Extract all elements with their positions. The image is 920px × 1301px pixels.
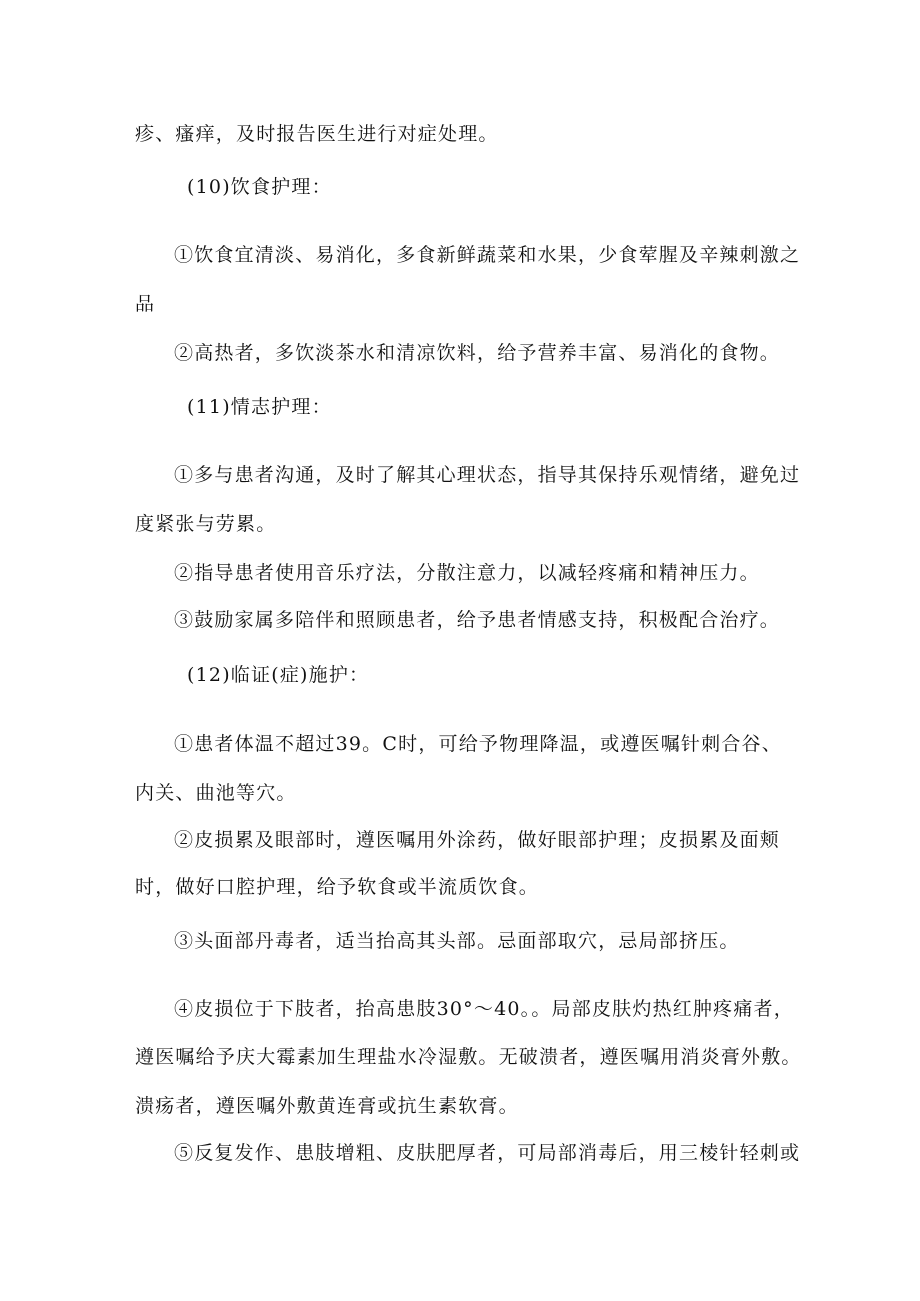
text-line: ②指导患者使用音乐疗法，分散注意力，以减轻疼痛和精神压力。: [174, 562, 760, 584]
text-line: ②高热者，多饮淡茶水和清凉饮料，给予营养丰富、易消化的食物。: [174, 342, 781, 364]
text-line: ①饮食宜清淡、易消化，多食新鲜蔬菜和水果，少食荤腥及辛辣刺激之: [174, 244, 801, 266]
text-line: 品: [135, 293, 156, 315]
section-heading: (10)饮食护理：: [187, 176, 332, 198]
section-heading: (11)情志护理：: [187, 396, 332, 418]
text-line: ④皮损位于下肢者，抬高患肢30°～40。。局部皮肤灼热红肿疼痛者，: [174, 998, 794, 1020]
text-line: 溃疡者，遵医嘱外敷黄连膏或抗生素软膏。: [135, 1095, 519, 1117]
text-line: 度紧张与劳累。: [135, 513, 277, 535]
text-line: ⑤反复发作、患肢增粗、皮肤肥厚者，可局部消毒后，用三棱针轻刺或: [174, 1142, 801, 1164]
text-line: ③头面部丹毒者，适当抬高其头部。忌面部取穴，忌局部挤压。: [174, 930, 740, 952]
text-line: 内关、曲池等穴。: [135, 782, 297, 804]
text-line: 遵医嘱给予庆大霉素加生理盐水冷湿敷。无破溃者，遵医嘱用消炎膏外敷。: [135, 1046, 802, 1068]
text-line: 时，做好口腔护理，给予软食或半流质饮食。: [135, 876, 540, 898]
text-line: ②皮损累及眼部时，遵医嘱用外涂药，做好眼部护理；皮损累及面颊: [174, 829, 781, 851]
text-line: ①多与患者沟通，及时了解其心理状态，指导其保持乐观情绪，避免过: [174, 464, 801, 486]
section-heading: (12)临证(症)施护：: [187, 664, 370, 686]
text-line: ③鼓励家属多陪伴和照顾患者，给予患者情感支持，积极配合治疗。: [174, 609, 781, 631]
text-line: ①患者体温不超过39。C时，可给予物理降温，或遵医嘱针刺合谷、: [174, 733, 782, 755]
text-line: 疹、瘙痒，及时报告医生进行对症处理。: [135, 123, 499, 145]
